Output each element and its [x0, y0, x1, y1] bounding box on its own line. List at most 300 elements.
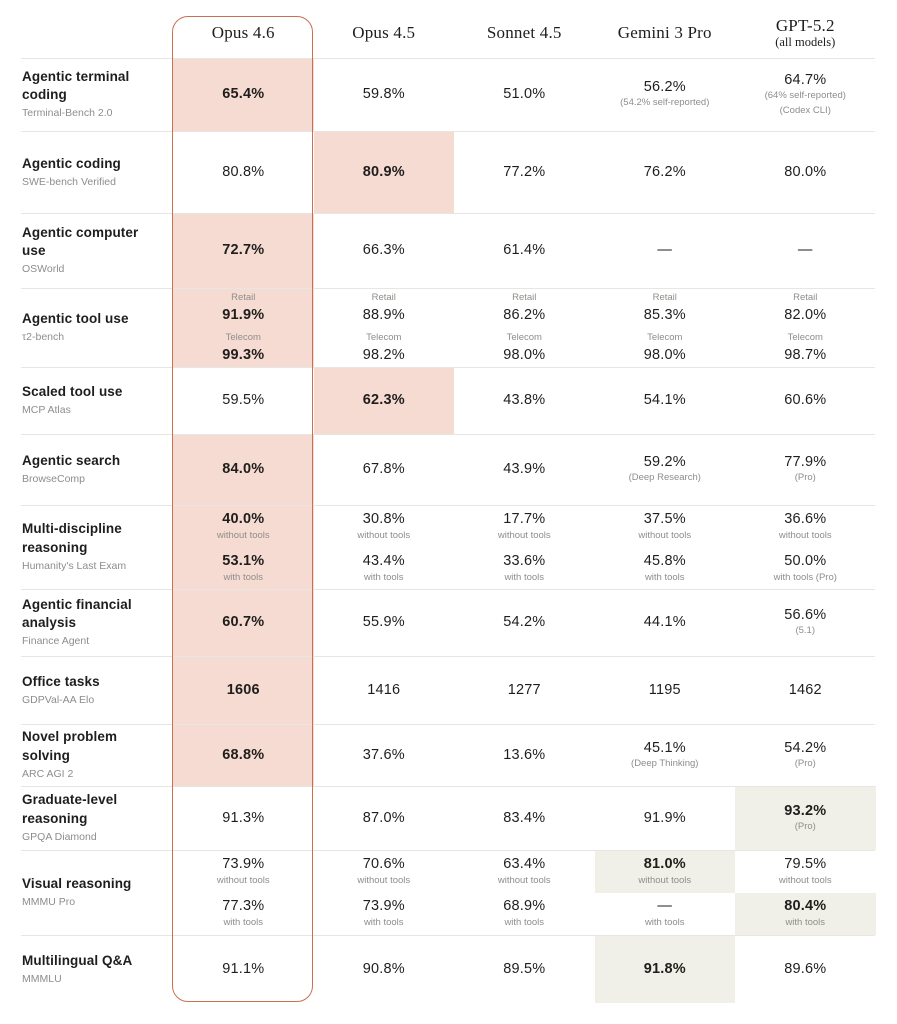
benchmark-row-osworld: [0, 213, 897, 288]
model-name: Sonnet 4.5: [486, 23, 562, 43]
score-value: 55.9%: [362, 614, 405, 631]
score-sub-cell: [314, 724, 455, 786]
score-cell: [595, 589, 736, 656]
score-cell: [314, 786, 455, 850]
score-value: 1277: [507, 681, 541, 698]
score-value: 44.1%: [643, 614, 686, 631]
score-sublabel: with tools: [223, 917, 264, 929]
score-value: 1462: [788, 681, 822, 698]
score-sub-cell: [735, 656, 876, 724]
score-value: 98.0%: [503, 346, 546, 363]
score-value: —: [657, 898, 673, 915]
corner-spacer: [0, 0, 173, 58]
score-value: 91.9%: [643, 809, 686, 826]
score-cell: [735, 288, 876, 367]
score-sub-cell: [173, 893, 314, 936]
score-value: 84.0%: [222, 461, 265, 478]
row-label-cell: [0, 131, 173, 213]
score-sub-cell: [173, 213, 314, 288]
score-sub-cell: [173, 131, 314, 213]
score-cell: [173, 288, 314, 367]
model-name: Gemini 3 Pro: [617, 23, 712, 43]
score-value: 81.0%: [643, 855, 686, 872]
score-sub-cell: [595, 288, 736, 328]
score-sublabel: without tools: [497, 874, 551, 886]
score-sub-cell: [173, 786, 314, 850]
score-sub-cell: [735, 58, 876, 131]
score-value: 13.6%: [503, 746, 546, 763]
model-name: GPT-5.2: [775, 15, 835, 35]
score-cell: [595, 367, 736, 434]
score-cell: [173, 724, 314, 786]
score-value: 40.0%: [222, 510, 265, 527]
score-value: 54.2%: [784, 739, 827, 756]
benchmark-name: ARC AGI 2: [22, 767, 74, 780]
row-label-cell: [0, 656, 173, 724]
row-label-cell: [0, 213, 173, 288]
score-value: 67.8%: [362, 461, 405, 478]
score-value: 80.4%: [784, 898, 827, 915]
row-label: Agentic search: [22, 453, 121, 469]
score-cell: [735, 213, 876, 288]
score-value: 17.7%: [503, 510, 546, 527]
score-cell: [454, 850, 595, 935]
score-cell: [735, 935, 876, 1003]
score-sub-cell: [454, 213, 595, 288]
score-sub-cell: [735, 505, 876, 547]
benchmark-row-arc-agi-2: [0, 724, 897, 786]
score-cell: [735, 589, 876, 656]
score-cell: [454, 505, 595, 589]
score-sub-cell: [595, 893, 736, 936]
score-cell: [173, 505, 314, 589]
benchmark-name: Humanity's Last Exam: [22, 559, 127, 572]
score-cell: [173, 367, 314, 434]
score-cell: [173, 656, 314, 724]
score-cell: [314, 213, 455, 288]
score-value: 66.3%: [362, 242, 405, 259]
score-cell: [454, 589, 595, 656]
score-value: 64.7%: [784, 72, 827, 89]
score-value: 88.9%: [362, 307, 405, 324]
score-value: 54.2%: [503, 614, 546, 631]
benchmark-name: MCP Atlas: [22, 404, 71, 417]
score-sublabel: Retail: [512, 292, 537, 304]
score-value: 1195: [648, 681, 681, 698]
model-header-gemini-3-pro: [595, 0, 736, 58]
score-cell: [595, 288, 736, 367]
score-sub-cell: [314, 505, 455, 547]
score-value: —: [657, 242, 673, 259]
score-value: 36.6%: [784, 510, 827, 527]
score-sub-cell: [454, 786, 595, 850]
score-value: 91.9%: [222, 307, 265, 324]
score-cell: [595, 850, 736, 935]
score-cell: [173, 213, 314, 288]
score-sub-cell: [595, 724, 736, 786]
score-sublabel: with tools: [223, 571, 264, 583]
benchmark-row-mmmu-pro: [0, 850, 897, 935]
benchmark-name: Finance Agent: [22, 635, 90, 648]
score-cell: [314, 935, 455, 1003]
row-label-cell: [0, 935, 173, 1003]
score-value: 33.6%: [503, 552, 546, 569]
score-cell: [314, 656, 455, 724]
score-value: 37.6%: [362, 746, 405, 763]
score-cell: [454, 786, 595, 850]
score-cell: [595, 935, 736, 1003]
score-sub-cell: [735, 850, 876, 893]
score-sublabel: with tools: [644, 917, 685, 929]
score-cell: [735, 434, 876, 505]
score-sub-cell: [454, 434, 595, 505]
score-value: 99.3%: [222, 346, 265, 363]
score-sub-cell: [314, 893, 455, 936]
score-cell: [454, 935, 595, 1003]
score-cell: [173, 935, 314, 1003]
score-value: 77.3%: [222, 898, 265, 915]
score-sub-cell: [735, 288, 876, 328]
score-sub-cell: [314, 328, 455, 368]
score-cell: [314, 505, 455, 589]
score-cell: [454, 58, 595, 131]
score-cell: [314, 434, 455, 505]
score-sub-cell: [595, 213, 736, 288]
row-label-cell: [0, 589, 173, 656]
score-note: (5.1): [795, 625, 816, 637]
score-value: 60.6%: [784, 392, 827, 409]
score-sub-cell: [595, 434, 736, 505]
score-value: 45.1%: [643, 739, 686, 756]
score-sub-cell: [735, 786, 876, 850]
benchmark-name: MMMU Pro: [22, 896, 76, 909]
score-cell: [314, 367, 455, 434]
score-value: 98.0%: [643, 346, 686, 363]
score-value: 85.3%: [643, 307, 686, 324]
benchmark-row-mmmlu: [0, 935, 897, 1003]
score-cell: [735, 367, 876, 434]
score-value: 60.7%: [222, 614, 265, 631]
score-sub-cell: [454, 131, 595, 213]
score-sub-cell: [173, 547, 314, 589]
score-sublabel: without tools: [216, 529, 270, 541]
score-note: (Codex CLI): [779, 104, 831, 116]
score-sub-cell: [173, 724, 314, 786]
score-sub-cell: [314, 589, 455, 656]
score-value: 98.7%: [784, 346, 827, 363]
score-sub-cell: [314, 213, 455, 288]
score-value: 76.2%: [643, 163, 686, 180]
score-sub-cell: [173, 434, 314, 505]
benchmark-name: BrowseComp: [22, 473, 86, 486]
score-cell: [173, 850, 314, 935]
score-sub-cell: [454, 893, 595, 936]
score-cell: [454, 656, 595, 724]
score-sub-cell: [454, 58, 595, 131]
score-sub-cell: [735, 893, 876, 936]
score-cell: [314, 58, 455, 131]
score-sub-cell: [454, 547, 595, 589]
score-sub-cell: [454, 367, 595, 434]
score-note: (Pro): [794, 820, 816, 832]
score-sublabel: with tools: [504, 917, 545, 929]
score-sub-cell: [595, 850, 736, 893]
score-cell: [314, 288, 455, 367]
score-sub-cell: [454, 328, 595, 368]
row-label: Novel problem solving: [22, 729, 118, 763]
score-cell: [595, 505, 736, 589]
score-value: 77.2%: [503, 163, 546, 180]
score-sub-cell: [173, 328, 314, 368]
benchmark-name: SWE-bench Verified: [22, 175, 116, 188]
score-value: 30.8%: [362, 510, 405, 527]
row-label: Multilingual Q&A: [22, 952, 133, 968]
score-sub-cell: [595, 656, 736, 724]
benchmark-name: MMMLU: [22, 972, 62, 985]
score-cell: [735, 850, 876, 935]
score-cell: [454, 724, 595, 786]
score-sub-cell: [454, 288, 595, 328]
score-value: 43.8%: [503, 392, 546, 409]
score-value: 87.0%: [362, 809, 405, 826]
score-sublabel: Telecom: [366, 331, 402, 343]
score-cell: [454, 434, 595, 505]
score-value: 91.8%: [643, 960, 686, 977]
score-value: 91.1%: [222, 960, 265, 977]
score-sub-cell: [735, 434, 876, 505]
score-sublabel: Retail: [793, 292, 818, 304]
score-value: 98.2%: [362, 346, 405, 363]
benchmark-name: τ2-bench: [22, 331, 65, 344]
benchmark-row-browsecomp: [0, 434, 897, 505]
score-value: 91.3%: [222, 809, 265, 826]
score-value: —: [797, 242, 813, 259]
row-label-cell: [0, 724, 173, 786]
score-value: 56.6%: [784, 607, 827, 624]
score-value: 68.8%: [222, 746, 265, 763]
score-sub-cell: [454, 850, 595, 893]
score-cell: [735, 58, 876, 131]
row-label: Visual reasoning: [22, 876, 132, 892]
row-label-cell: [0, 434, 173, 505]
benchmark-row-2-bench: [0, 288, 897, 367]
model-header-opus-4-5: [314, 0, 455, 58]
score-cell: [735, 786, 876, 850]
score-note: (54.2% self-reported): [620, 97, 710, 109]
score-sublabel: with tools: [363, 917, 404, 929]
score-note: (Pro): [794, 472, 816, 484]
score-sublabel: without tools: [778, 529, 832, 541]
score-sub-cell: [595, 786, 736, 850]
score-value: 1416: [367, 681, 401, 698]
score-note: (Pro): [794, 757, 816, 769]
score-sub-cell: [735, 131, 876, 213]
table-header-row: [0, 0, 897, 58]
score-note: (64% self-reported): [764, 90, 846, 102]
score-value: 72.7%: [222, 242, 265, 259]
score-cell: [735, 656, 876, 724]
score-sub-cell: [454, 505, 595, 547]
row-label-cell: [0, 58, 173, 131]
score-value: 62.3%: [362, 392, 405, 409]
score-sub-cell: [735, 213, 876, 288]
score-value: 37.5%: [643, 510, 686, 527]
score-cell: [314, 589, 455, 656]
score-value: 63.4%: [503, 855, 546, 872]
score-value: 73.9%: [222, 855, 265, 872]
score-value: 73.9%: [362, 898, 405, 915]
score-sublabel: Retail: [652, 292, 677, 304]
score-sublabel: without tools: [216, 874, 270, 886]
benchmark-row-mcp-atlas: [0, 367, 897, 434]
score-cell: [314, 724, 455, 786]
score-value: 70.6%: [362, 855, 405, 872]
model-header-gpt-5-2: [735, 0, 876, 58]
score-value: 56.2%: [643, 79, 686, 96]
benchmark-name: Terminal-Bench 2.0: [22, 107, 113, 120]
score-value: 82.0%: [784, 307, 827, 324]
score-cell: [595, 724, 736, 786]
score-sub-cell: [595, 505, 736, 547]
score-value: 80.8%: [222, 163, 265, 180]
row-label: Agentic terminal coding: [22, 68, 130, 103]
score-cell: [314, 850, 455, 935]
row-label: Office tasks: [22, 673, 100, 689]
score-cell: [735, 131, 876, 213]
score-cell: [173, 131, 314, 213]
benchmark-name: GPQA Diamond: [22, 830, 97, 843]
model-name: Opus 4.6: [211, 23, 275, 43]
model-name: Opus 4.5: [352, 23, 416, 43]
row-label-cell: [0, 850, 173, 935]
score-sub-cell: [314, 850, 455, 893]
score-sub-cell: [735, 367, 876, 434]
score-value: 45.8%: [643, 552, 686, 569]
score-sublabel: without tools: [357, 874, 411, 886]
row-label-cell: [0, 505, 173, 589]
score-value: 68.9%: [503, 898, 546, 915]
score-sublabel: without tools: [638, 874, 692, 886]
score-sub-cell: [314, 288, 455, 328]
row-label: Multi-discipline reasoning: [22, 521, 122, 555]
score-value: 59.2%: [643, 454, 686, 471]
score-cell: [595, 131, 736, 213]
score-sub-cell: [735, 547, 876, 589]
score-sublabel: without tools: [778, 874, 832, 886]
score-cell: [595, 434, 736, 505]
score-sub-cell: [454, 724, 595, 786]
score-cell: [595, 786, 736, 850]
score-sub-cell: [735, 328, 876, 368]
score-value: 77.9%: [784, 454, 827, 471]
score-note: (Deep Research): [628, 472, 701, 484]
row-label-cell: [0, 786, 173, 850]
score-sub-cell: [314, 786, 455, 850]
benchmark-row-swe-bench-verified: [0, 131, 897, 213]
score-sub-cell: [314, 367, 455, 434]
score-sub-cell: [454, 935, 595, 1003]
row-label: Agentic tool use: [22, 311, 129, 327]
score-sublabel: Telecom: [787, 331, 823, 343]
score-value: 83.4%: [503, 809, 546, 826]
score-sub-cell: [454, 589, 595, 656]
score-value: 43.9%: [503, 461, 546, 478]
score-sub-cell: [735, 589, 876, 656]
score-value: 53.1%: [222, 552, 265, 569]
score-value: 65.4%: [222, 86, 265, 103]
score-value: 59.8%: [362, 86, 405, 103]
score-sublabel: with tools: [785, 917, 826, 929]
score-cell: [314, 131, 455, 213]
score-sub-cell: [314, 547, 455, 589]
score-value: 1606: [226, 681, 260, 698]
score-value: 59.5%: [222, 392, 265, 409]
row-label: Agentic coding: [22, 155, 121, 171]
score-cell: [595, 213, 736, 288]
row-label-cell: [0, 367, 173, 434]
score-value: 51.0%: [503, 86, 546, 103]
score-sub-cell: [173, 935, 314, 1003]
score-sub-cell: [314, 935, 455, 1003]
model-header-opus-4-6: [173, 0, 314, 58]
score-sublabel: Telecom: [506, 331, 542, 343]
score-sub-cell: [595, 58, 736, 131]
row-label: Scaled tool use: [22, 384, 123, 400]
score-sub-cell: [595, 328, 736, 368]
score-value: 79.5%: [784, 855, 827, 872]
score-cell: [735, 505, 876, 589]
score-sub-cell: [735, 724, 876, 786]
score-sub-cell: [735, 935, 876, 1003]
score-sublabel: with tools: [644, 571, 685, 583]
score-value: 90.8%: [362, 960, 405, 977]
score-sub-cell: [314, 656, 455, 724]
benchmark-row-gpqa-diamond: [0, 786, 897, 850]
score-sub-cell: [595, 547, 736, 589]
score-sublabel: with tools: [504, 571, 545, 583]
score-sub-cell: [595, 935, 736, 1003]
score-sub-cell: [595, 131, 736, 213]
score-sublabel: without tools: [357, 529, 411, 541]
score-sub-cell: [173, 367, 314, 434]
benchmark-name: GDPVal-AA Elo: [22, 693, 95, 706]
score-sublabel: with tools: [363, 571, 404, 583]
score-value: 61.4%: [503, 242, 546, 259]
score-sublabel: Retail: [231, 292, 256, 304]
row-label: Agentic computer use: [22, 224, 139, 259]
score-cell: [173, 589, 314, 656]
score-sub-cell: [173, 589, 314, 656]
score-cell: [454, 367, 595, 434]
benchmark-row-terminal-bench-2-0: [0, 58, 897, 131]
score-sublabel: Telecom: [225, 331, 261, 343]
benchmark-name: OSWorld: [22, 263, 65, 276]
score-sublabel: without tools: [638, 529, 692, 541]
model-subtitle: (all models): [775, 35, 836, 50]
score-value: 86.2%: [503, 307, 546, 324]
score-sub-cell: [314, 434, 455, 505]
score-cell: [173, 434, 314, 505]
score-value: 80.9%: [362, 163, 405, 180]
score-sublabel: Telecom: [647, 331, 683, 343]
benchmark-row-gdpval-aa-elo: [0, 656, 897, 724]
score-cell: [735, 724, 876, 786]
model-header-sonnet-4-5: [454, 0, 595, 58]
score-sub-cell: [595, 589, 736, 656]
score-sub-cell: [173, 288, 314, 328]
score-value: 89.5%: [503, 960, 546, 977]
row-label: Graduate-level reasoning: [22, 792, 118, 826]
